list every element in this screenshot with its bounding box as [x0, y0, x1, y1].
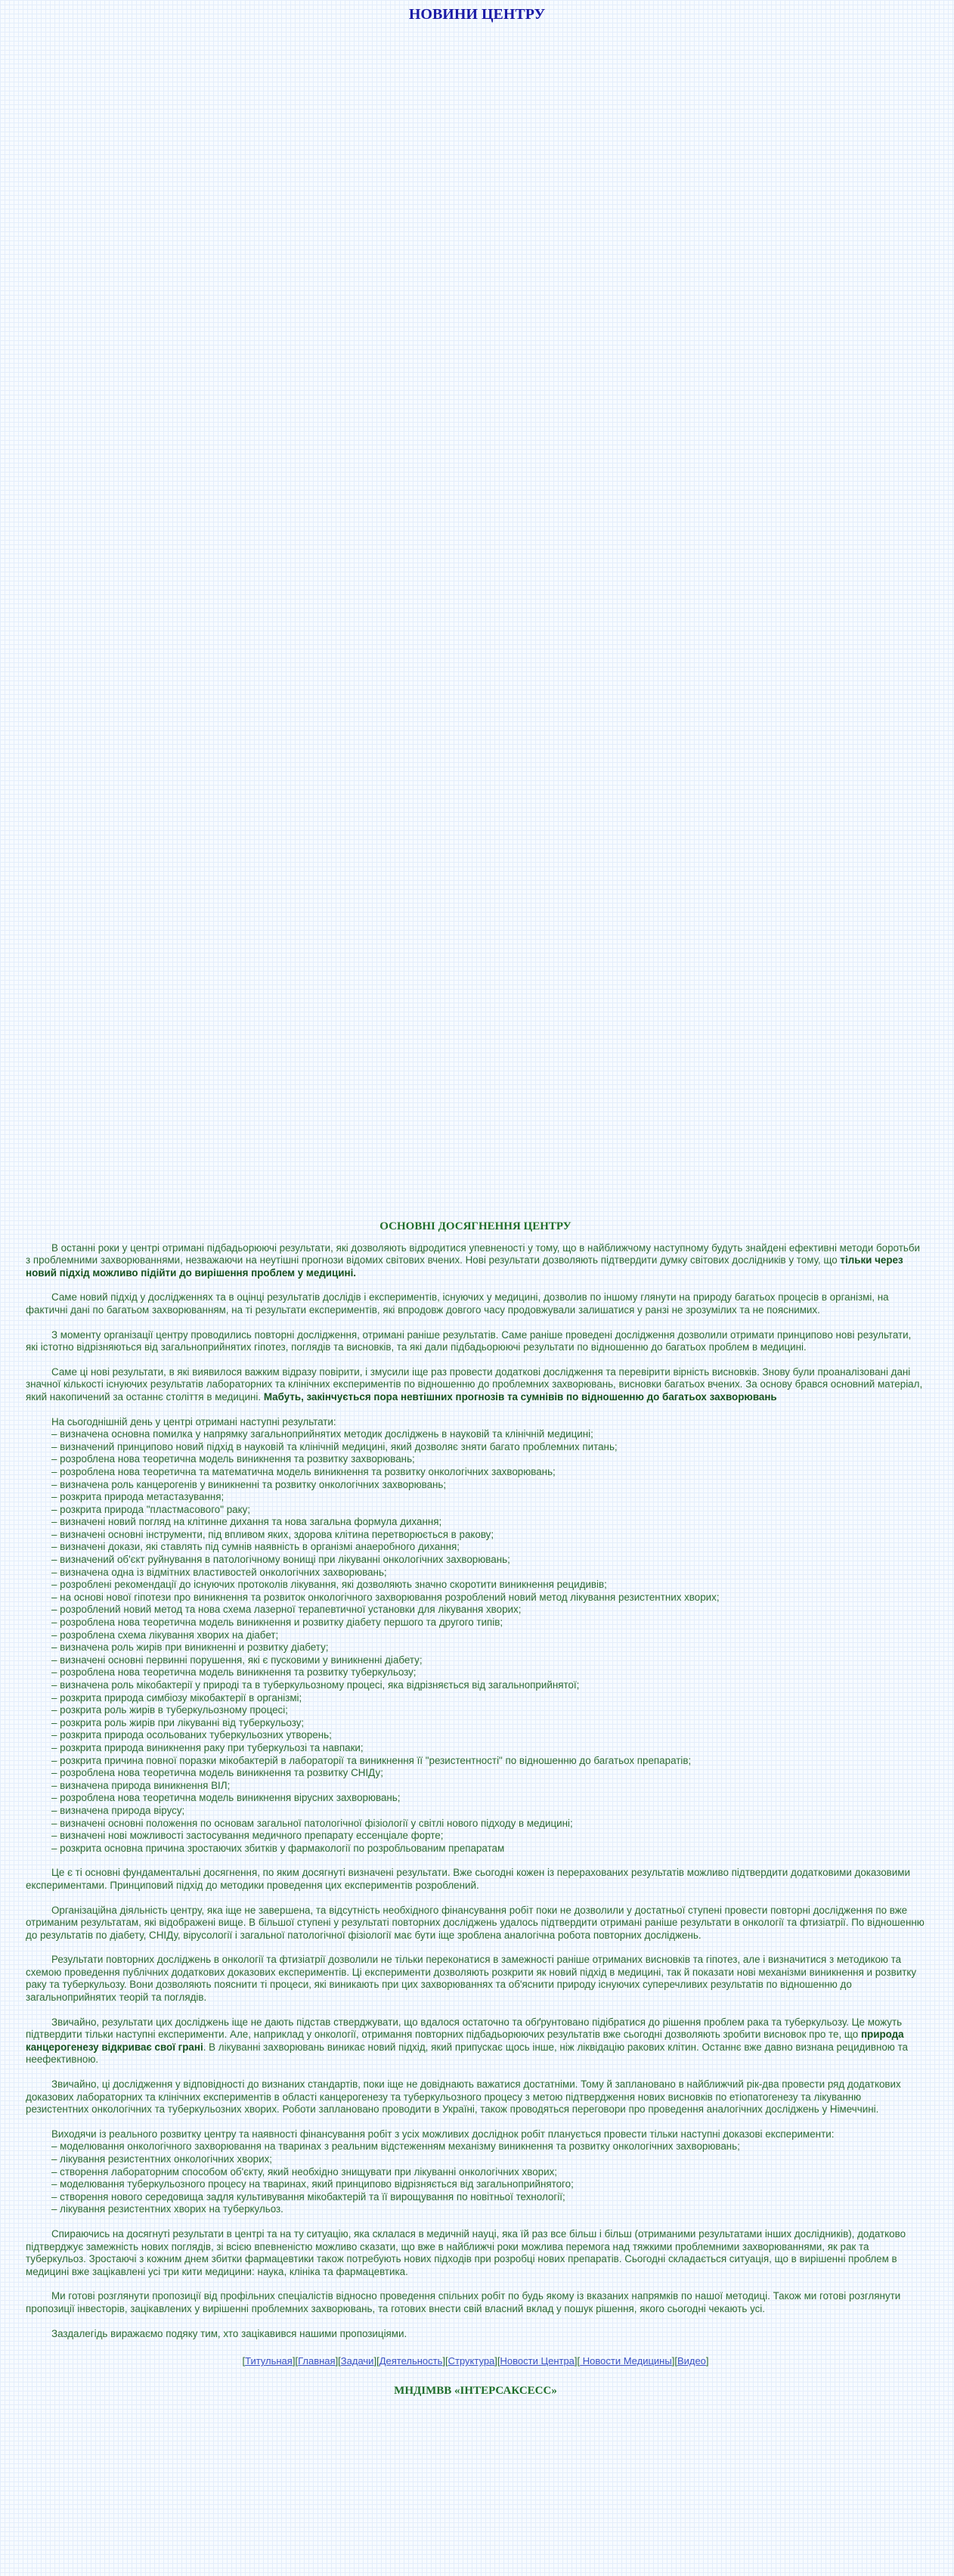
nav-link-main[interactable]: Главная: [298, 2355, 336, 2367]
planned-item: – моделювання онкологічного захворювання на тваринах з реальним відстеженням механізму виникнення та розвитку онкологічних захворювань;: [51, 2140, 740, 2153]
results-list: [26, 1428, 925, 1855]
result-item: – розроблена нова теоретична модель виникнення та розвитку туберкульозу;: [51, 1666, 417, 1679]
planned-item: – лікування резистентних хворих на туберкульоз.: [51, 2203, 283, 2215]
paragraph-1-emphasis: тільки через новий підхід можливо підійти до вирішення проблем у медицині.: [26, 1254, 903, 1279]
result-item: – розроблений новий метод та нова схема лазерної терапевтичної установки для лікування хворих;: [51, 1604, 522, 1616]
result-item: – розроблена нова теоретична модель виникнення та розвитку захворювань;: [51, 1453, 415, 1465]
result-item: – визначена природа вірусу;: [51, 1804, 185, 1816]
result-item: – визначені основні первинні порушення, які є пусковими у виникненні діабету;: [51, 1654, 423, 1666]
planned-intro: Виходячи із реального розвитку центру та наявності фінансування робіт з усіх можливих досліднок робіт планується провести тільки наступні доказові експерименти:: [51, 2128, 835, 2140]
result-item: – розроблена нова теоретична та математична модель виникнення та розвитку онкологічних захворювань;: [51, 1465, 556, 1477]
result-item: – визначена основна помилка у напрямку загальноприйнятих методик досліджень в науковій та клінічній медицині;: [51, 1428, 593, 1440]
bottom-navigation: [Титульная][Главная][Задачи][Деятельность][Структура][Новости Центра][ Новости Медицины][Видео]: [242, 2355, 709, 2367]
planned-item: – лікування резистентних онкологічних хворих;: [51, 2153, 272, 2165]
result-item: – визначена роль канцерогенів у виникненні та розвитку онкологічних захворювань;: [51, 1478, 447, 1490]
result-item: – визначені основні інструменти, під впливом яких, здорова клітина перетворюється в ракову;: [51, 1528, 494, 1540]
result-item: – розкрита основна причина зростаючих збитків у фармакології по розробльованим препаратам: [51, 1842, 505, 1854]
result-item: – розкрита природа метастазування;: [51, 1491, 225, 1503]
paragraph-5: Це є ті основні фундаментальні досягнення, по яким досягнуті визначені результати. Вже сьогодні кожен із перерахованих результатів можливо підтвердити додатковими доказовими експериментами. Принциповий підхід до методики проведення цих експериментів розроблений.: [26, 1867, 910, 1891]
nav-link-tasks[interactable]: Задачи: [340, 2355, 374, 2367]
result-item: – розроблена нова теоретична модель виникнення та розвитку СНІДу;: [51, 1767, 383, 1779]
planned-item: – моделювання туберкульозного процесу на тваринах, який принципово відрізняється від загальноприйнятого;: [51, 2178, 574, 2190]
nav-link-structure[interactable]: Структура: [448, 2355, 495, 2367]
nav-link-video[interactable]: Видео: [677, 2355, 706, 2367]
paragraph-13: Заздалегідь виражаємо подяку тим, хто зацікавився нашими пропозиціями.: [51, 2327, 407, 2339]
result-item: – розроблена нова теоретична модель виникнення и розвитку діабету першого та другого типів;: [51, 1617, 503, 1629]
planned-item: – створення лабораторним способом об'єкту, який необхідно знищувати при лікуванні онкологічних хворих;: [51, 2165, 557, 2178]
paragraph-1: [26, 1242, 925, 1280]
result-item: – розроблена схема лікування хворих на діабет;: [51, 1629, 279, 1641]
main-content: [26, 1220, 925, 2397]
result-item: – розкрита природа симбіозу мікобактерії в організмі;: [51, 1691, 302, 1703]
result-item: – визначені нові можливості застосування медичного препарату ессенціале форте;: [51, 1830, 444, 1842]
result-item: – визначений об'єкт руйнування в патологічному вонищі при лікуванні онкологічних захворювань;: [51, 1554, 510, 1566]
planned-item: – створення нового середовища задля культивування мікобактерій та її вирощування по новітньої технології;: [51, 2190, 565, 2202]
paragraph-12: Ми готові розглянути пропозиції від профільних спеціалістів відносно проведення спільних робіт по будь якому із вказаних напрямків по нашої методиці. Також ми готові розглянути пропозиції інвесторів, зацікавлених у вирішенні проблемних захворювань, та готових внести свій власний вклад у пошук рішення, якого сьогодні чекають усі.: [26, 2290, 901, 2314]
result-item: – визначений принципово новий підхід в науковій та клінічній медицині, який дозволяє зняти багато проблемних питань;: [51, 1440, 618, 1452]
result-item: – розкрита причина повної поразки мікобактерій в лабораторії та виникнення її "резистентності" по відношенню до багатьох препаратів;: [51, 1754, 692, 1766]
paragraph-8: [26, 2016, 925, 2066]
result-item: – розроблені рекомендації до існуючих протоколів лікування, які дозволяють значно скоротити виникнення рецидивів;: [51, 1579, 607, 1591]
paragraph-8-text-2: . В лікуванні захворювань виникає новий підхід, який припускає щось інше, ніж ліквідацію ракових клітин. Останнє вже давно визнана рецидивною та неефективною.: [26, 2041, 908, 2066]
paragraph-7: Результати повторних досліджень в онкології та фтизіатрії дозволили не тільки переконатися в замежності раніше отриманих висновків та гіпотез, але і визначитися з методикою та схемою проведення публічних додаткових доказових експериментів. Ці експерименти дозволяють розкрити як новий підхід в медицині, так й показати нові механізми виникнення и розвитку раку та туберкульозу. Вони дозволяють пояснити ті процеси, які виникають при цих захворюваннях та об'яснити природу існуючих суперечливих результатів по відношенню до загальноприйнятих теорій та поглядів.: [26, 1954, 917, 2004]
result-item: – розкрита природа "пластмасового" раку;: [51, 1503, 251, 1515]
result-item: – розкрита природа осольованих туберкульозних утворень;: [51, 1729, 332, 1741]
footer-organization-name: МНДІМВВ «ІНТЕРСАКСЕСС»: [394, 2384, 557, 2397]
result-item: – визначена природа виникнення ВІЛ;: [51, 1779, 231, 1791]
nav-link-medicine-news[interactable]: Новости Медицины: [580, 2355, 672, 2367]
result-item: – визначені основні положення по основам загальної патологічної фізіології у світлі нового підходу в медицині;: [51, 1817, 573, 1829]
paragraph-4: [26, 1366, 925, 1404]
result-item: – визначена одна із відмітних властивостей онкологічних захворювань;: [51, 1566, 387, 1578]
nav-link-activity[interactable]: Деятельность: [379, 2355, 443, 2367]
nav-link-title[interactable]: Титульная: [245, 2355, 293, 2367]
result-item: – розкрита роль жирів в туберкульозному процесі;: [51, 1704, 288, 1716]
result-item: – на основі нової гіпотези про виникнення та розвиток онкологічного захворювання розроблений новий метод лікування резистентних хворих;: [51, 1591, 720, 1603]
result-item: – розкрита роль жирів при лікуванні від туберкульозу;: [51, 1716, 305, 1728]
paragraph-11: Спираючись на досягнуті результати в центрі та на ту ситуацію, яка склалася в медичній науці, яка їй раз все більш і більш (отриманими результатами інших дослідників), додатково підтверджує замежність нових поглядів, зі всією впевненістю можливо сказати, що вже в найближчі роки можлива перемога над тяжкими проблемними захворюваннями, як рак та туберкульоз. Зростаючі з кожним днем збитки фармацевтики також потребують нових підходів при розробці нових препаратів. Сьогодні складається ситуація, що в вирішенні проблем в медицині вже зацікавлені усі три кити медицини: наука, клініка та фармацевтика.: [26, 2227, 906, 2277]
paragraph-2: Саме новий підхід у дослідженнях та в оцінці результатів дослідів і експериментів, існуючих у медицині, дозволив по іншому глянути на природу багатьох процесів в організмі, на фактичні дані по багатьом захворюванням, на ті результати експериментів, які впродовж довгого часу продовжували залишатися у ранзі не зрозумілих та не пояснимих.: [26, 1291, 889, 1316]
result-item: – визначена роль мікобактерії у природі та в туберкульозному процесі, яка відрізняється від загальноприйнятої;: [51, 1679, 580, 1691]
nav-link-center-news[interactable]: Новости Центра: [500, 2355, 575, 2367]
result-item: – розроблена нова теоретична модель виникнення вірусних захворювань;: [51, 1792, 401, 1804]
paragraph-9: Звичайно, ці дослідження у відповідності до визнаних стандартів, поки іще не довіднають важатися достатніми. Тому й заплановано в найближчий рік-два провести ряд додаткових доказових лабораторних та клінічних експериментів в області канцерогенезу та туберкульозного процесу з метою підтвердження нових висновків по етіопатогенезу та лікуванню резистентних онкологічних та туберкульозних хворих. Роботи заплановано проводити в Україні, також проводяться переговори про проведення аналогічних досліджень у Німеччині.: [26, 2078, 901, 2116]
paragraph-8-emphasis: природа канцерогенезу відкриває свої грані: [26, 2029, 904, 2053]
section-title: ОСНОВНІ ДОСЯГНЕННЯ ЦЕНТРУ: [379, 1220, 571, 1232]
paragraph-3: З моменту організації центру проводились повторні дослідження, отримані раніше результатів. Саме раніше проведені дослідження дозволили отримати принципово нові результати, які істотно відрізняються від загальноприйнятих гіпотез, поглядів та висновків, та які дали підбадьорюючі результати по відношенню до багатьох проблем в медицині.: [26, 1328, 912, 1353]
planned-list: [26, 2140, 925, 2216]
result-item: – визначені докази, які ставлять під сумнів наявність в організмі анаеробного дихання;: [51, 1541, 460, 1553]
result-item: – розкрита природа виникнення раку при туберкульозі та навпаки;: [51, 1741, 364, 1753]
result-item: – визначена роль жирів при виникненні и розвитку діабету;: [51, 1641, 329, 1654]
result-item: – визначені новий погляд на клітинне дихання та нова загальна формула дихання;: [51, 1516, 442, 1528]
paragraph-4-text: Саме ці нові результати, в які виявилося важким відразу повірити, і змусили іще раз провести додаткові дослідження та перевірити вірність висновків. Знову були проаналізовані дані значної кількості існуючих результатів лабораторних та клінічних експериментів по відношенню до проблемних захворювань, висновки багатьох вчених. За основу брався основний матеріал, який накопичений за останнє століття в медицині.: [26, 1365, 923, 1403]
paragraph-8-text-1: Звичайно, результати цих досліджень іще не дають підстав стверджувати, що вдалося остаточно та обґрунтовано підібратися до рішення проблем рака та туберкульозу. Це можуть підтвердити тільки наступні експерименти. Але, наприклад у онкології, отримання повторних підбадьорюючих результатів вже сьогодні дозволяють зробити висновок про те, що: [26, 2016, 903, 2041]
paragraph-6: Організаційна діяльність центру, яка іще не завершена, та відсутність необхідного фінансування робіт поки не дозволили у достатньої ступені провести повторні дослідження по вже отриманим результатам, які відображені вище. В більшої ступені у результаті повторних досліджень удалось підтвердити отримані раніше результати в онкології та фтизіатрії. По відношенню до результатів по діабету, СНІДу, вірусології і загальної патологічної фізіології має бути іще зроблена аналогічна робота повторних досліджень.: [26, 1904, 925, 1941]
paragraph-4-emphasis: Мабуть, закінчується пора невтішних прогнозів та сумнівів по відношенню до багатьох захворювань: [263, 1390, 777, 1403]
paragraph-1-text: В останні роки у центрі отримані підбадьорюючі результати, які дозволяють відродитися упевненості у тому, що в найближчому наступному будуть знайдені ефективні методи боротьби з проблемними захворюваннями, незважаючи на неутішні прогнози відомих світових вчених. Нові результати дозволяють підтвердити думку світових дослідників у тому, що: [26, 1242, 920, 1266]
results-intro: На сьогоднішній день у центрі отримані наступні результати:: [51, 1415, 336, 1427]
page-title: НОВИНИ ЦЕНТРУ: [408, 6, 546, 23]
